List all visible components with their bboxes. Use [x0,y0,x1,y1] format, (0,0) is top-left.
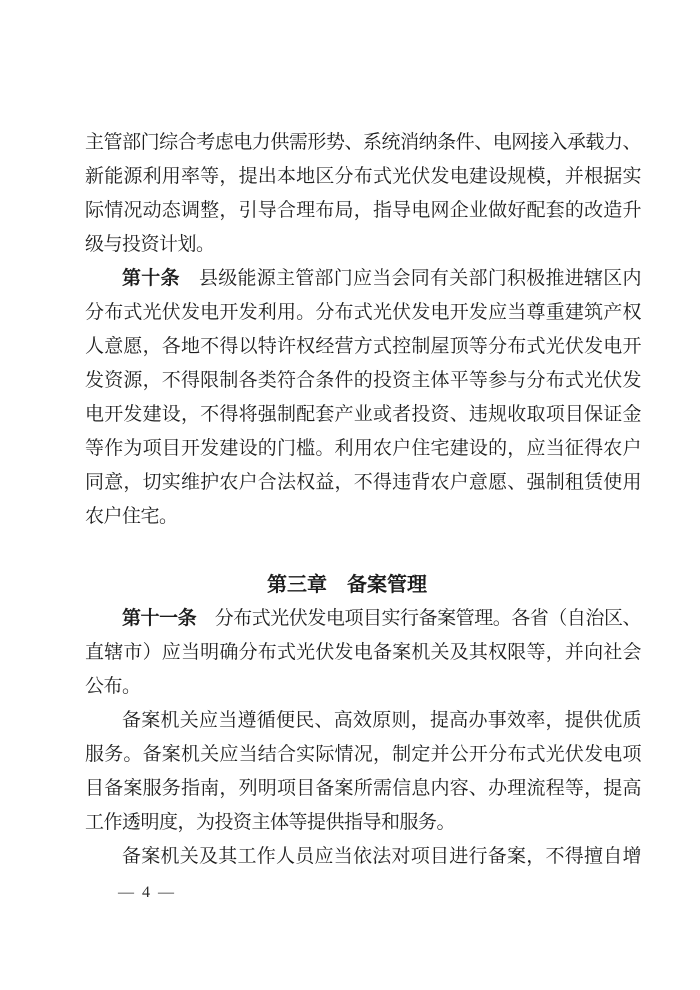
paragraph [85,840,641,874]
article-number: 第十条 [122,268,180,289]
paragraph [85,704,641,840]
page-number: — 4 — [118,884,176,901]
text-line: 农户住宅。 [85,506,178,527]
text-line: 备案机关及其工作人员应当依法对项目进行备案，不得擅自增 [122,846,641,867]
text-line: 人意愿，各地不得以特许权经营方式控制屋顶等分布式光伏发电开 [85,336,641,357]
text-line: 直辖市）应当明确分布式光伏发电备案机关及其权限等，并向社会 [85,642,641,663]
text-line: 级与投资计划。 [85,234,215,255]
text-line: 电开发建设，不得将强制配套产业或者投资、违规收取项目保证金 [85,404,641,425]
text-line: 分布式光伏发电开发利用。分布式光伏发电开发应当尊重建筑产权 [85,302,641,323]
article-number: 第十一条 [122,608,197,629]
text-line: 等作为项目开发建设的门槛。利用农户住宅建设的，应当征得农户 [85,438,641,459]
text-line: 备案机关应当遵循便民、高效原则，提高办事效率，提供优质 [122,710,641,731]
paragraph [85,126,641,262]
text-line: 新能源利用率等，提出本地区分布式光伏发电建设规模，并根据实 [85,166,641,187]
text-line: 第十条 县级能源主管部门应当会同有关部门积极推进辖区内 [122,268,641,289]
text-line: 工作透明度，为投资主体等提供指导和服务。 [85,812,456,833]
text-line: 服务。备案机关应当结合实际情况，制定并公开分布式光伏发电项 [85,744,641,765]
text-line: 第十一条 分布式光伏发电项目实行备案管理。各省（自治区、 [122,608,641,629]
text-line: 发资源，不得限制各类符合条件的投资主体平等参与分布式光伏发 [85,370,641,391]
paragraph [85,262,641,534]
paragraph [85,602,641,704]
text-line: 同意，切实维护农户合法权益，不得违背农户意愿、强制租赁使用 [85,472,641,493]
text-line: 公布。 [85,676,141,697]
text-line: 际情况动态调整，引导合理布局，指导电网企业做好配套的改造升 [85,200,641,221]
text-line: 目备案服务指南，列明项目备案所需信息内容、办理流程等，提高 [85,778,641,799]
blank-line [85,534,641,568]
document-body [85,126,641,874]
chapter-heading: 第三章 备案管理 [267,574,427,596]
text-line: 主管部门综合考虑电力供需形势、系统消纳条件、电网接入承载力、 [85,132,641,153]
